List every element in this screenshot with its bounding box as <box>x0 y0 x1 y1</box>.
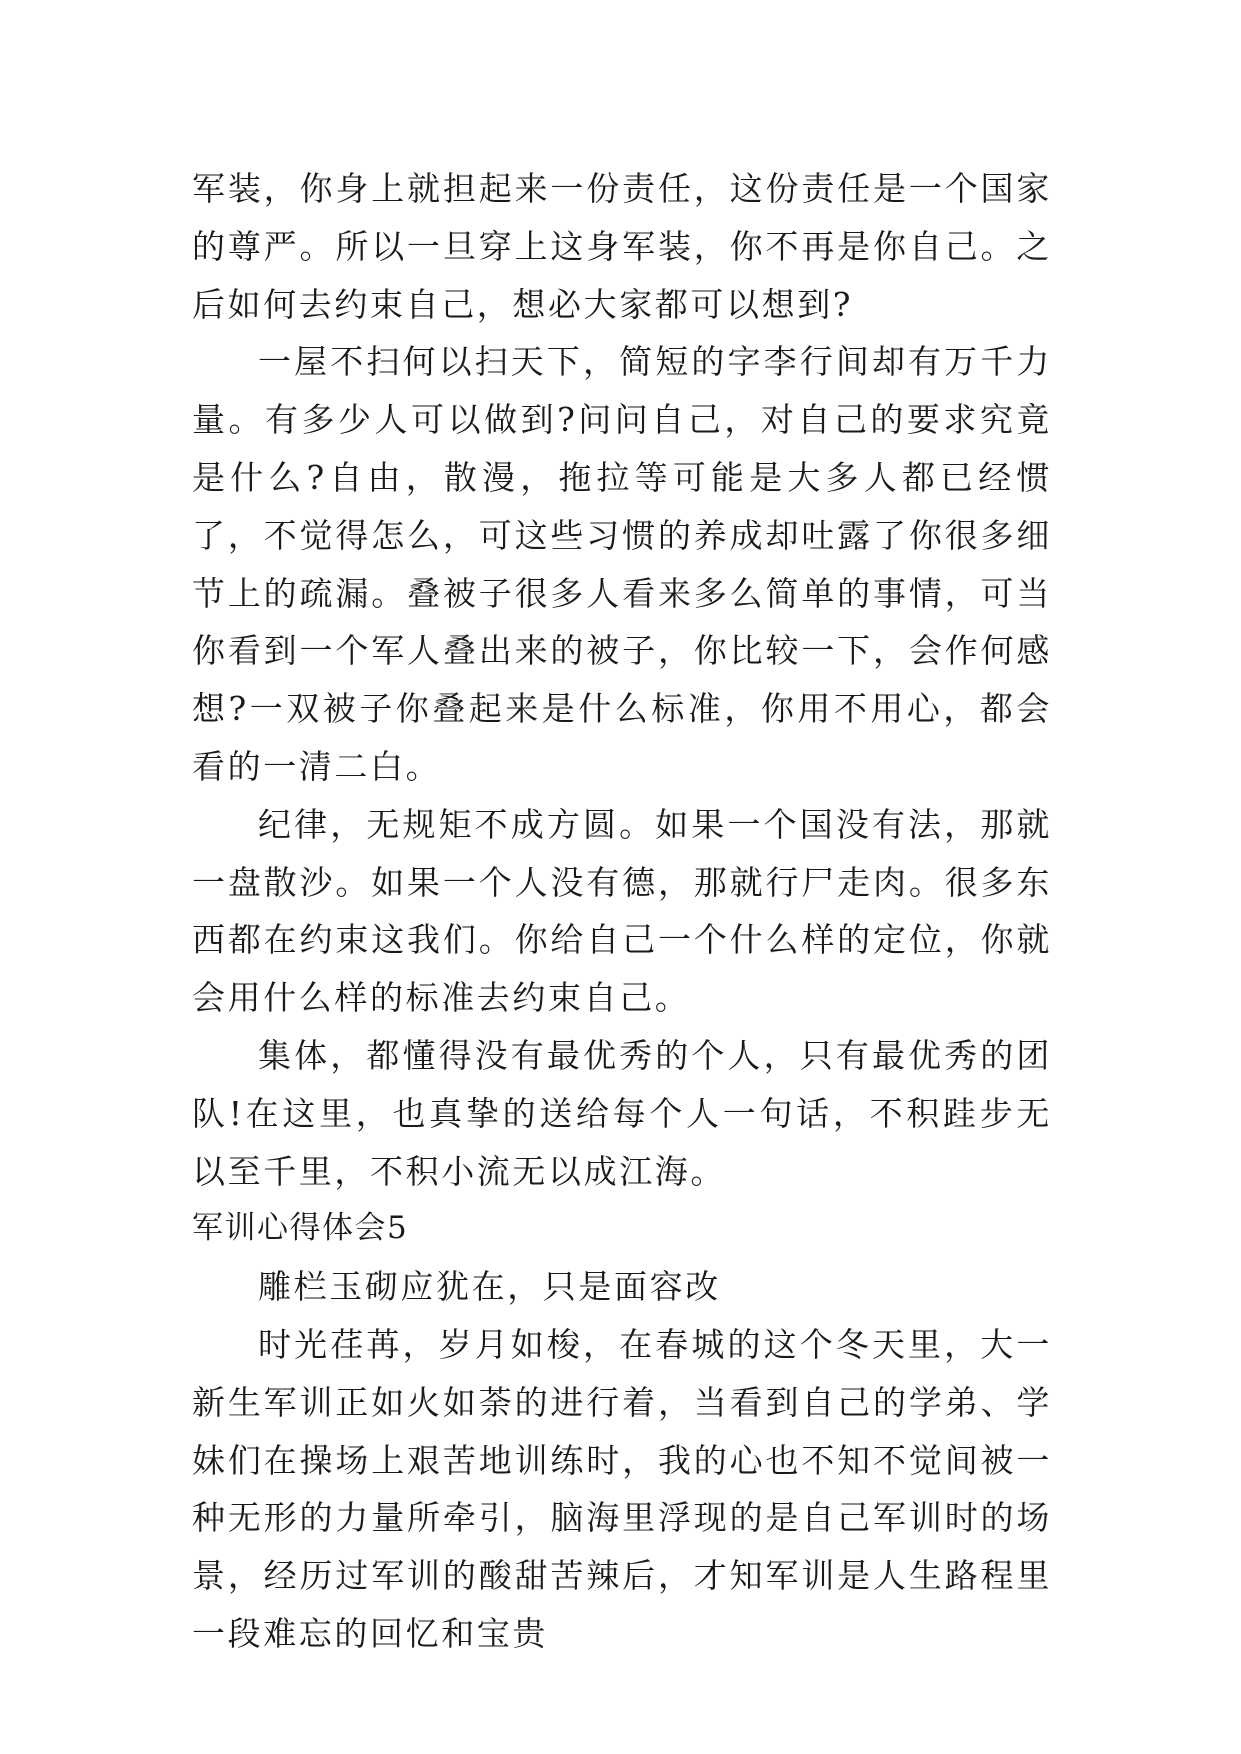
section-subtitle: 雕栏玉砌应犹在，只是面容改 <box>258 1267 721 1307</box>
document-body <box>192 160 1052 1663</box>
paragraph-discipline: 纪律，无规矩不成方圆。如果一个国没有法，那就一盘散沙。如果一个人没有德，那就行尸走肉。很多东西都在约束这我们。你给自己一个什么样的定位，你就会用什么样的标准去约束自己。 <box>192 804 1052 1018</box>
paragraph-collective: 集体，都懂得没有最优秀的个人，只有最优秀的团队!在这里，也真挚的送给每个人一句话，不积跬步无以至千里，不积小流无以成江海。 <box>192 1035 1052 1191</box>
paragraph-tidiness: 一屋不扫何以扫天下，简短的字李行间却有万千力量。有多少人可以做到?问问自己，对自己的要求究竟是什么?自由，散漫，拖拉等可能是大多人都已经惯了，不觉得怎么，可这些习惯的养成却吐露了你很多细节上的疏漏。叠被子很多人看来多么简单的事情，可当你看到一个军人叠出来的被子，你比较一下，会作何感想?一双被子你叠起来是什么标准，你用不用心，都会看的一清二白。 <box>192 342 1052 786</box>
paragraph-section-intro: 时光荏苒，岁月如梭，在春城的这个冬天里，大一新生军训正如火如荼的进行着，当看到自己的学弟、学妹们在操场上艰苦地训练时，我的心也不知不觉间被一种无形的力量所牵引，脑海里浮现的是自己军训时的场景，经历过军训的酸甜苦辣后，才知军训是人生路程里一段难忘的回忆和宝贵 <box>192 1324 1052 1653</box>
section-title: 军训心得体会5 <box>192 1210 409 1247</box>
paragraph-continuation: 军装，你身上就担起来一份责任，这份责任是一个国家的尊严。所以一旦穿上这身军装，你不再是你自己。之后如何去约束自己，想必大家都可以想到? <box>192 169 1052 324</box>
